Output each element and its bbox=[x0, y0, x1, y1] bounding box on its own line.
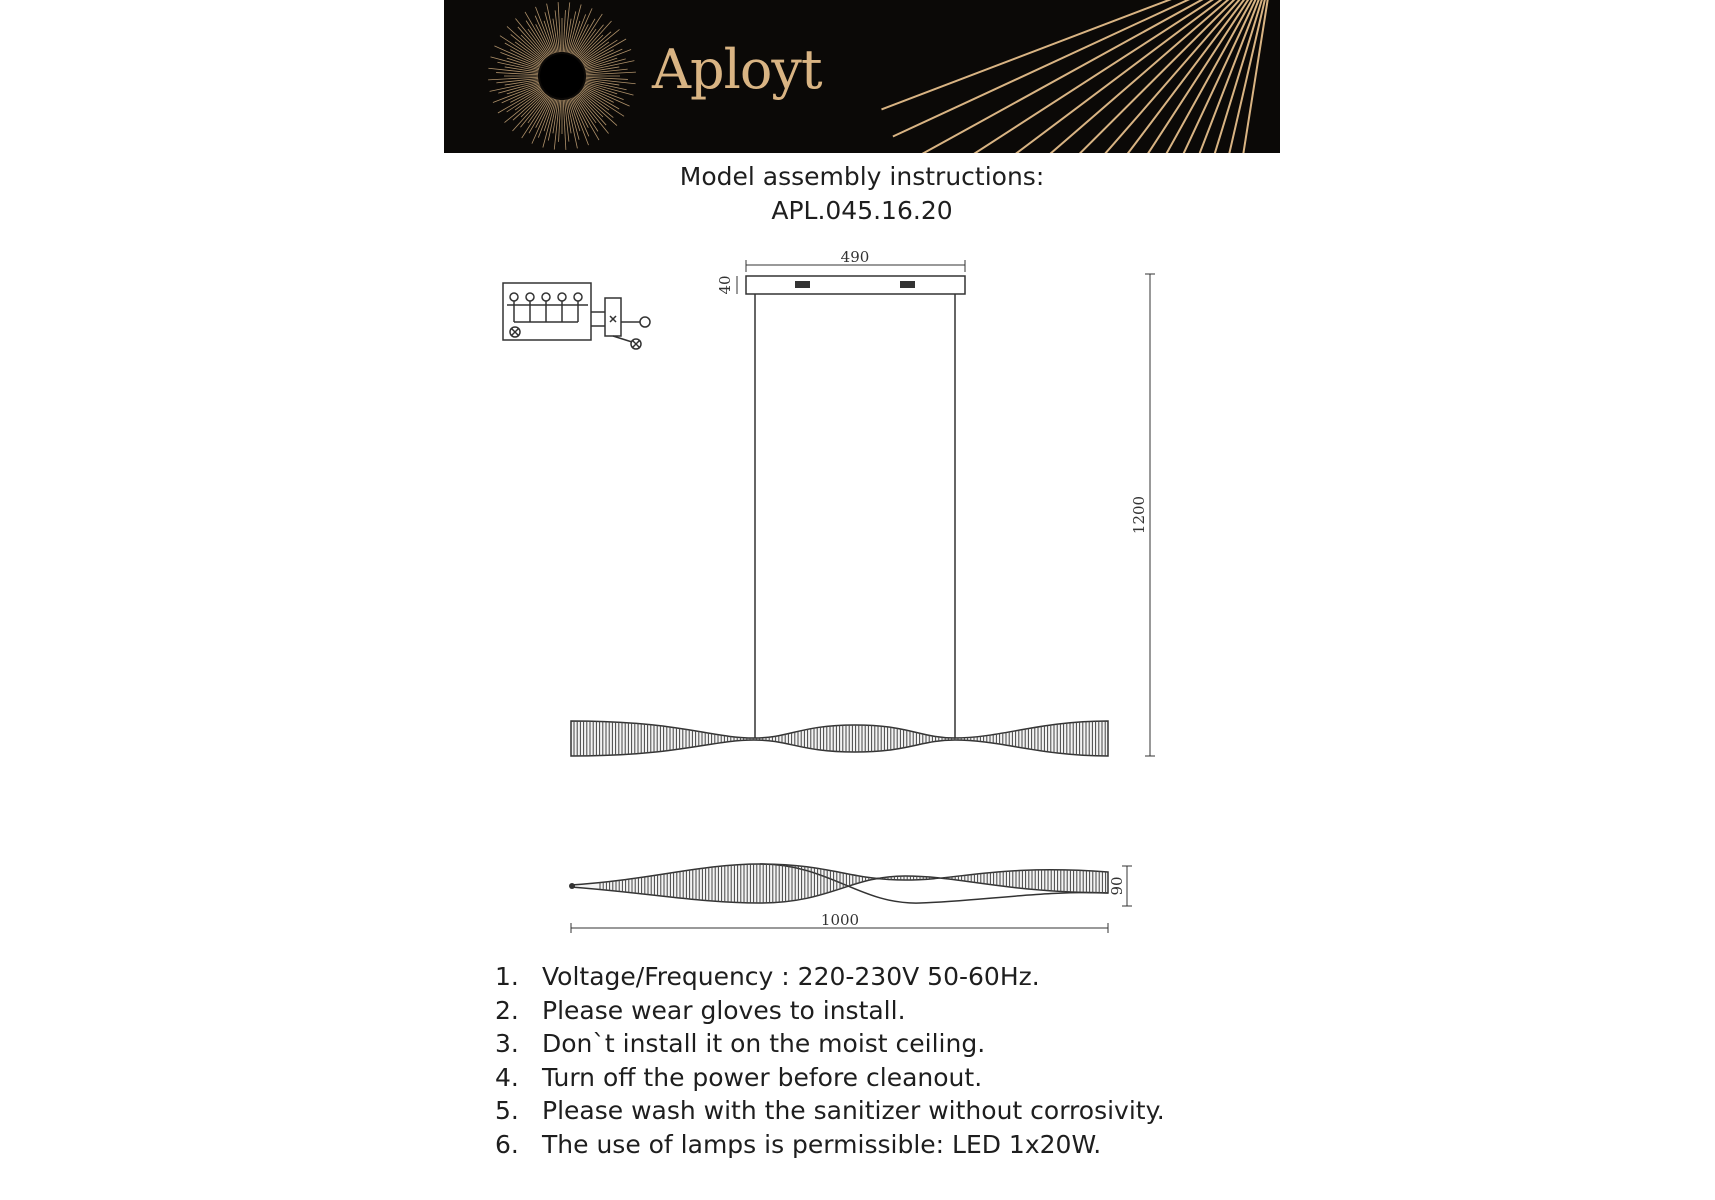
instruction-text: The use of lamps is permissible: LED 1x20W. bbox=[542, 1129, 1102, 1159]
instruction-item bbox=[495, 1061, 1165, 1095]
instructions-list bbox=[495, 960, 1165, 1161]
wiring-diagram-icon bbox=[503, 283, 650, 349]
lamp-body-front-view bbox=[571, 718, 1108, 760]
instruction-text: Don`t install it on the moist ceiling. bbox=[542, 1029, 986, 1058]
instruction-item bbox=[495, 1027, 1165, 1061]
lamp-body-top-view bbox=[569, 860, 1108, 906]
instruction-number: 3. bbox=[495, 1029, 519, 1058]
instruction-number: 4. bbox=[495, 1062, 519, 1092]
dim-label-canopy-height: 40 bbox=[716, 275, 734, 295]
brand-name: Aployt bbox=[652, 38, 822, 101]
canopy bbox=[746, 276, 965, 294]
title-line: Model assembly instructions: bbox=[679, 162, 1045, 191]
dim-label-canopy-width: 490 bbox=[840, 248, 870, 266]
instruction-number: 1. bbox=[495, 962, 519, 991]
instruction-text: Turn off the power before cleanout. bbox=[542, 1062, 983, 1092]
instruction-item bbox=[495, 1094, 1165, 1128]
instruction-item bbox=[495, 994, 1165, 1028]
dim-label-depth: 90 bbox=[1108, 876, 1126, 896]
instruction-text: Please wash with the sanitizer without corrosivity. bbox=[542, 1096, 1165, 1125]
instruction-text: Voltage/Frequency : 220-230V 50-60Hz. bbox=[542, 962, 1040, 991]
instruction-text: Please wear gloves to install. bbox=[542, 995, 906, 1025]
dim-label-total-height: 1200 bbox=[1130, 495, 1148, 535]
dim-label-length: 1000 bbox=[820, 911, 860, 929]
instruction-item bbox=[495, 1128, 1165, 1162]
model-number: APL.045.16.20 bbox=[771, 196, 953, 225]
instruction-item bbox=[495, 960, 1165, 994]
instruction-number: 6. bbox=[495, 1129, 519, 1159]
instruction-number: 2. bbox=[495, 995, 519, 1025]
instruction-number: 5. bbox=[495, 1096, 519, 1125]
